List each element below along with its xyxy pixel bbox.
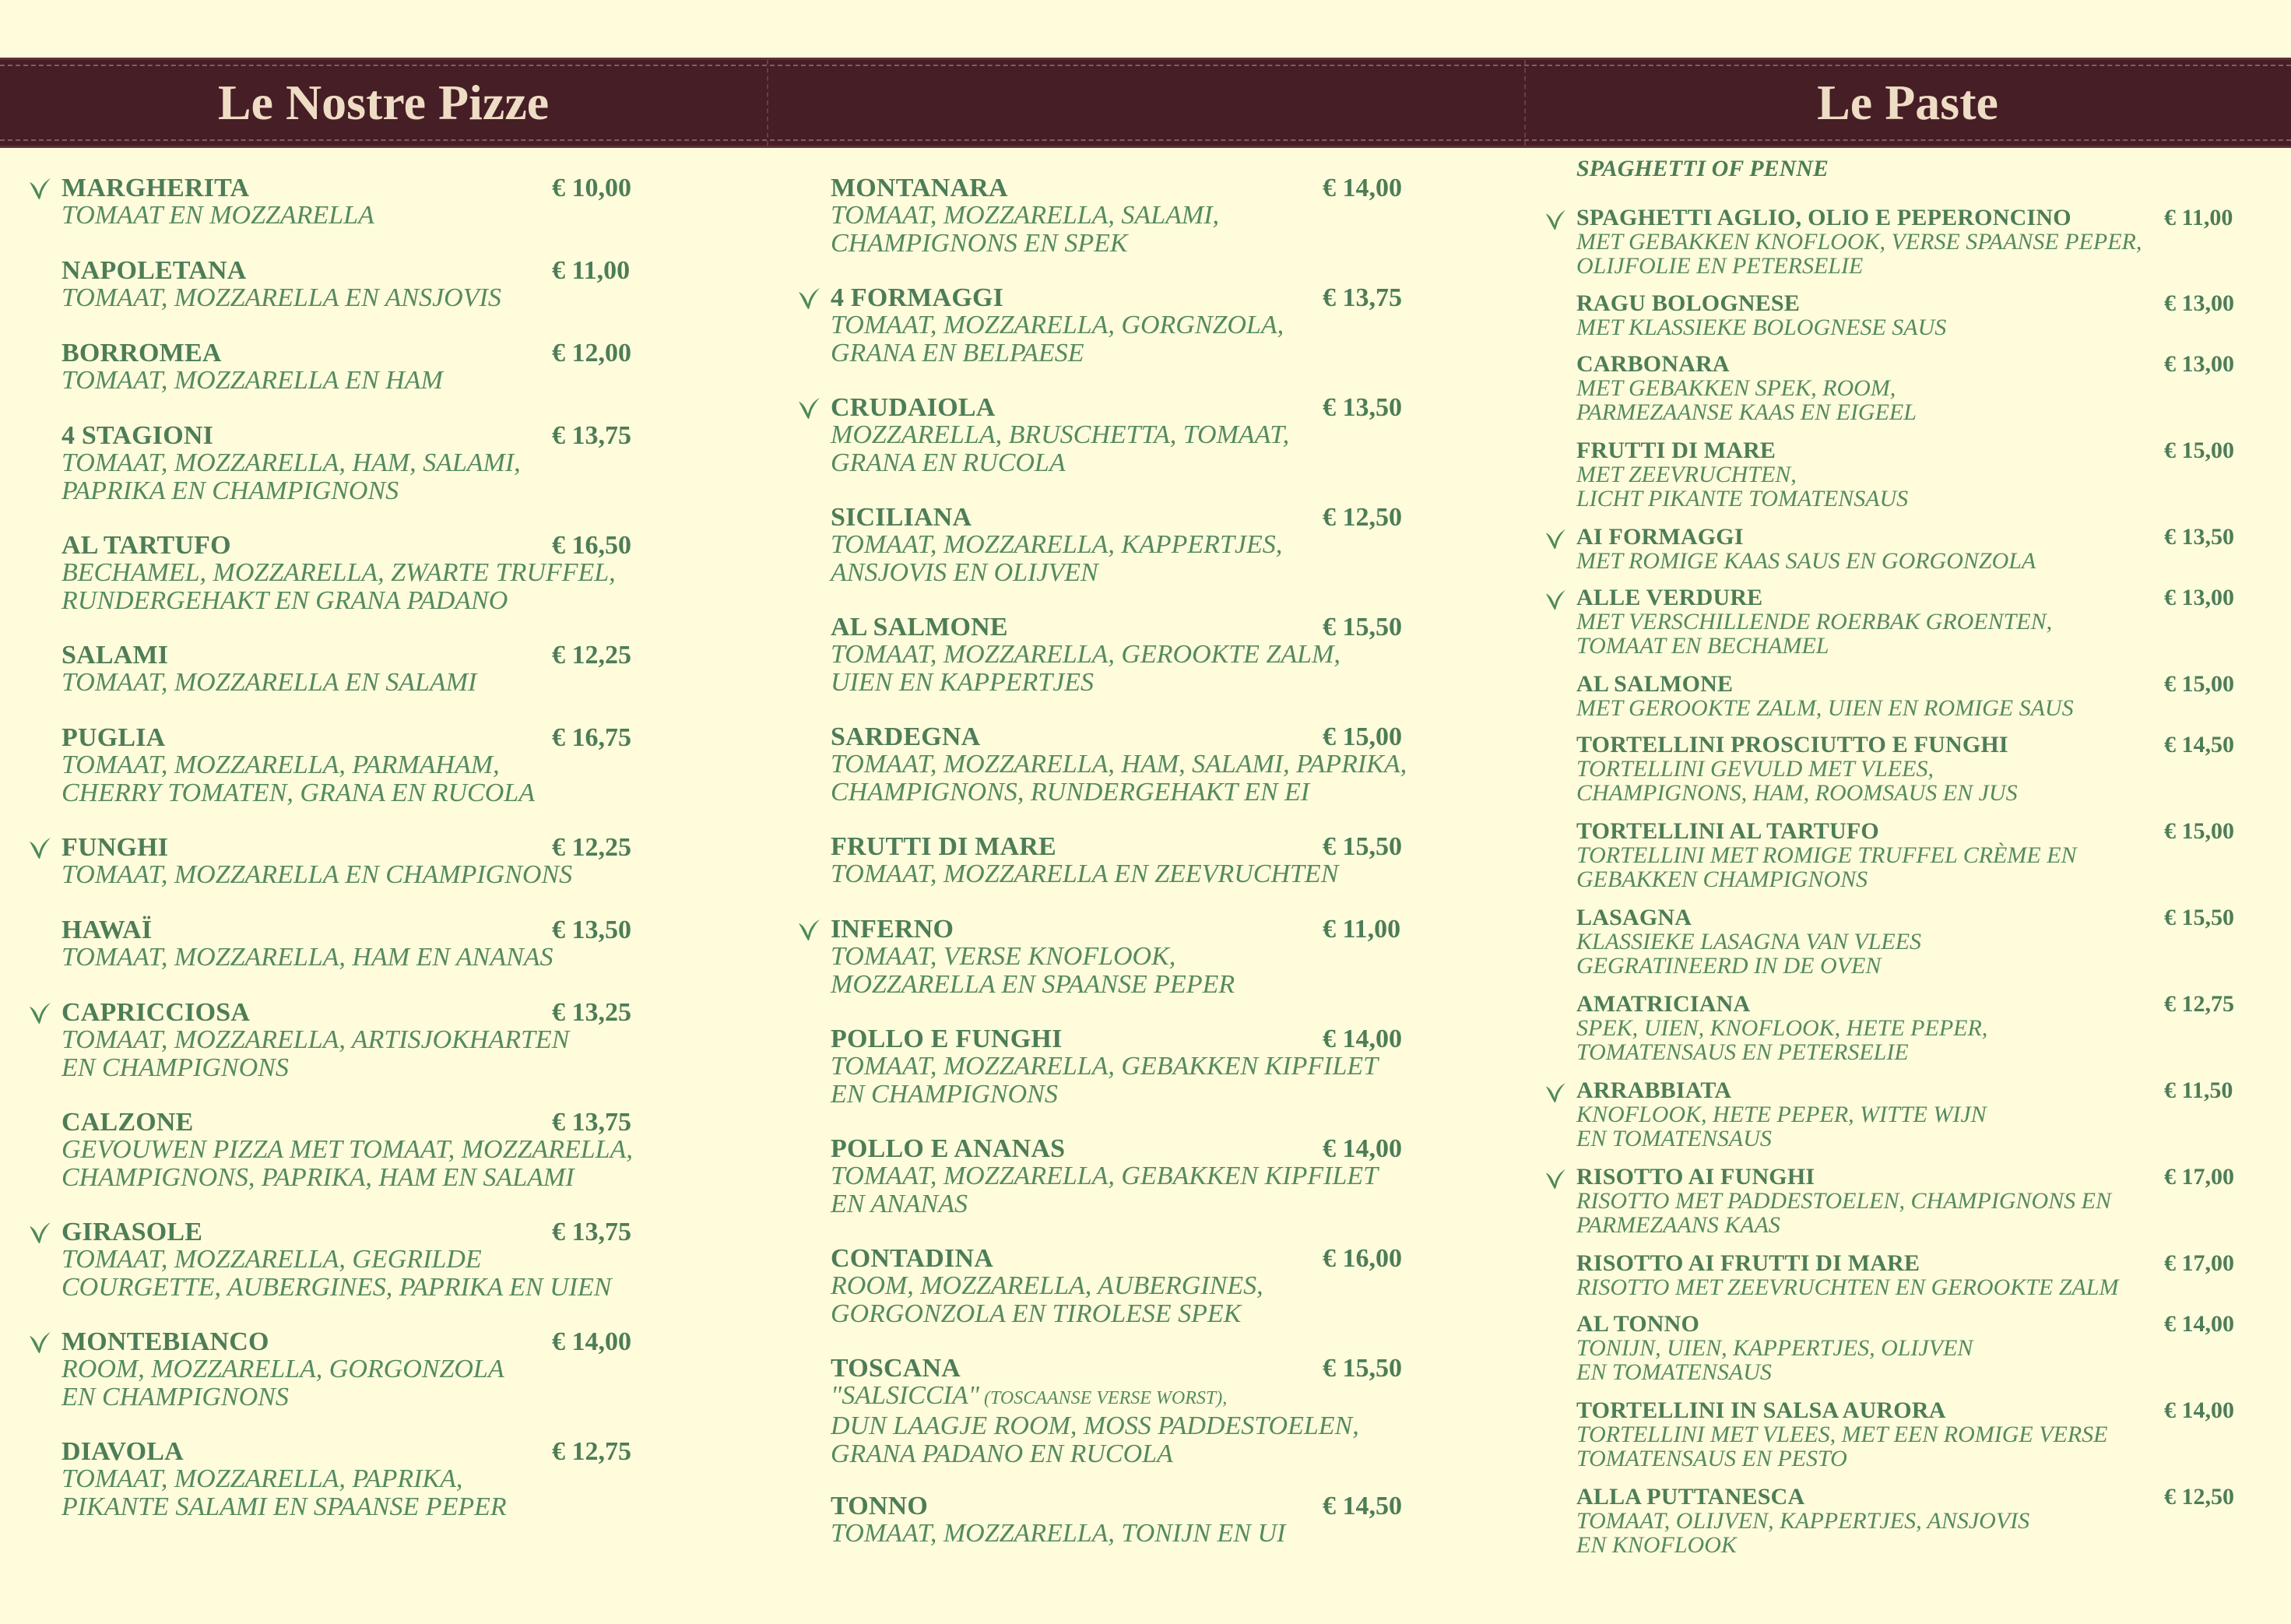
item-price: € 15,00: [1323, 722, 1402, 751]
item-name: ARRABBIATA: [1576, 1077, 1732, 1103]
item-name: MONTANARA: [831, 174, 1008, 202]
item-description-quote: "SALSICCIA": [831, 1381, 980, 1410]
item-name: TONNO: [831, 1492, 929, 1520]
item-name: AMATRICIANA: [1576, 991, 1751, 1017]
item-description: MET GEBAKKEN SPEK, ROOM, PARMEZAANSE KAAS EN EIGEEL: [1576, 375, 1917, 425]
header-divider: [767, 60, 768, 146]
item-description: TOMAAT, MOZZARELLA, HAM, SALAMI, PAPRIKA, CHAMPIGNONS, RUNDERGEHAKT EN EI: [831, 750, 1407, 807]
item-price: € 13,75: [1323, 283, 1402, 312]
item-name: POLLO E ANANAS: [831, 1134, 1066, 1163]
item-description: RISOTTO MET PADDESTOELEN, CHAMPIGNONS EN PARMEZAANS KAAS: [1576, 1188, 2112, 1238]
item-description: TOMAAT, MOZZARELLA, KAPPERTJES, ANSJOVIS EN OLIJVEN: [831, 530, 1283, 587]
item-price: € 12,75: [2164, 991, 2234, 1017]
item-name: SICILIANA: [831, 503, 972, 532]
item-description: TOMAAT, MOZZARELLA, SALAMI, CHAMPIGNONS EN SPEK: [831, 201, 1220, 258]
item-price: € 16,00: [1323, 1244, 1402, 1273]
item-name: BORROMEA: [61, 339, 222, 367]
item-description: TORTELLINI MET VLEES, MET EEN ROMIGE VERSE TOMATENSAUS EN PESTO: [1576, 1422, 2108, 1471]
item-description: TORTELLINI MET ROMIGE TRUFFEL CRÈME EN GEBAKKEN CHAMPIGNONS: [1576, 842, 2077, 892]
item-name: AL SALMONE: [831, 613, 1008, 642]
item-price: € 13,50: [552, 916, 631, 944]
item-name: TORTELLINI PROSCIUTTO E FUNGHI: [1576, 732, 2008, 758]
item-name: ALLA PUTTANESCA: [1576, 1484, 1805, 1510]
item-name: 4 FORMAGGI: [831, 283, 1004, 312]
item-price: € 16,75: [552, 723, 631, 752]
leaf-icon: [1544, 588, 1567, 611]
item-description: TOMAAT, MOZZARELLA, PARMAHAM, CHERRY TOMATEN, GRANA EN RUCOLA: [61, 750, 535, 807]
item-price: € 15,00: [2164, 671, 2234, 697]
leaf-icon: [796, 286, 821, 311]
leaf-icon: [27, 1000, 52, 1025]
item-description-note: (TOSCAANSE VERSE WORST),: [979, 1388, 1228, 1408]
item-name: SPAGHETTI AGLIO, OLIO E PEPERONCINO: [1576, 205, 2071, 230]
item-name: FRUTTI DI MARE: [1576, 438, 1776, 463]
pasta-section-title: Le Paste: [1817, 75, 1998, 130]
item-description: TOMAAT, MOZZARELLA, PAPRIKA, PIKANTE SALAMI EN SPAANSE PEPER: [61, 1464, 507, 1521]
item-price: € 11,00: [1323, 915, 1401, 944]
leaf-icon: [1544, 1167, 1567, 1190]
item-name: RISOTTO AI FUNGHI: [1576, 1164, 1815, 1190]
pasta-subtitle: SPAGHETTI OF PENNE: [1576, 156, 1829, 181]
item-name: SARDEGNA: [831, 722, 981, 751]
item-price: € 14,00: [552, 1327, 631, 1356]
item-name: CAPRICCIOSA: [61, 998, 251, 1027]
item-name: AI FORMAGGI: [1576, 524, 1744, 550]
item-description: BECHAMEL, MOZZARELLA, ZWARTE TRUFFEL, RUNDERGEHAKT EN GRANA PADANO: [61, 558, 616, 615]
item-description: SPEK, UIEN, KNOFLOOK, HETE PEPER, TOMATENSAUS EN PETERSELIE: [1576, 1015, 1988, 1065]
item-description: TOMAAT, MOZZARELLA EN SALAMI: [61, 668, 477, 697]
item-name: INFERNO: [831, 915, 954, 944]
item-description: TOMAAT, VERSE KNOFLOOK, MOZZARELLA EN SPAANSE PEPER: [831, 942, 1235, 999]
item-price: € 12,50: [1323, 503, 1402, 532]
item-name: RISOTTO AI FRUTTI DI MARE: [1576, 1250, 1920, 1276]
item-price: € 17,00: [2164, 1164, 2234, 1190]
item-price: € 12,75: [552, 1437, 631, 1466]
leaf-icon: [27, 176, 52, 201]
item-name: LASAGNA: [1576, 905, 1692, 930]
header-band: [0, 58, 2291, 148]
item-name: PUGLIA: [61, 723, 166, 752]
item-description: ROOM, MOZZARELLA, GORGONZOLA EN CHAMPIGNONS: [61, 1355, 504, 1411]
item-description: MET GEBAKKEN KNOFLOOK, VERSE SPAANSE PEPER, OLIJFOLIE EN PETERSELIE: [1576, 229, 2142, 279]
leaf-icon: [796, 395, 821, 420]
item-price: € 11,00: [2164, 205, 2233, 230]
item-name: SALAMI: [61, 641, 169, 670]
item-price: € 14,00: [1323, 1134, 1402, 1163]
leaf-icon: [1544, 1081, 1567, 1104]
item-price: € 13,00: [2164, 290, 2234, 316]
item-price: € 10,00: [552, 174, 631, 202]
item-price: € 15,50: [1323, 832, 1402, 861]
item-price: € 15,00: [2164, 818, 2234, 844]
item-price: € 12,00: [552, 339, 631, 367]
item-description: TOMAAT, MOZZARELLA, ARTISJOKHARTEN EN CHAMPIGNONS: [61, 1025, 570, 1082]
item-price: € 13,25: [552, 998, 631, 1027]
item-price: € 13,50: [2164, 524, 2234, 550]
item-name: AL SALMONE: [1576, 671, 1734, 697]
item-name: TORTELLINI IN SALSA AURORA: [1576, 1397, 1946, 1423]
item-price: € 11,00: [552, 256, 631, 285]
item-description: TOMAAT, MOZZARELLA EN CHAMPIGNONS: [61, 860, 573, 889]
item-price: € 14,50: [2164, 732, 2234, 758]
item-description: TONIJN, UIEN, KAPPERTJES, OLIJVEN EN TOMATENSAUS: [1576, 1335, 1973, 1385]
item-description: TOMAAT, MOZZARELLA, TONIJN EN UI: [831, 1519, 1286, 1548]
item-name: TORTELLINI AL TARTUFO: [1576, 818, 1879, 844]
item-name: TOSCANA: [831, 1354, 961, 1383]
item-description: TORTELLINI GEVULD MET VLEES, CHAMPIGNONS, HAM, ROOMSAUS EN JUS: [1576, 756, 2018, 806]
item-name: POLLO E FUNGHI: [831, 1025, 1063, 1053]
item-price: € 13,75: [552, 1108, 631, 1137]
item-price: € 14,00: [2164, 1311, 2234, 1337]
leaf-icon: [1544, 527, 1567, 550]
item-price: € 13,00: [2164, 585, 2234, 610]
item-price: € 14,00: [1323, 174, 1402, 202]
header-stitch-top: [0, 65, 2291, 66]
item-description: TOMAAT, MOZZARELLA, GEBAKKEN KIPFILET EN CHAMPIGNONS: [831, 1052, 1379, 1109]
item-description: TOMAAT, MOZZARELLA EN HAM: [61, 366, 443, 395]
item-price: € 12,25: [552, 641, 631, 670]
item-name: HAWAÏ: [61, 916, 153, 944]
item-price: € 16,50: [552, 531, 631, 560]
item-description: TOMAAT, MOZZARELLA, GEROOKTE ZALM, UIEN EN KAPPERTJES: [831, 640, 1341, 697]
item-price: € 15,00: [2164, 438, 2234, 463]
item-description: TOMAAT, MOZZARELLA, HAM, SALAMI, PAPRIKA EN CHAMPIGNONS: [61, 448, 521, 505]
item-name: AL TARTUFO: [61, 531, 231, 560]
item-description: TOMAAT, MOZZARELLA EN ZEEVRUCHTEN: [831, 859, 1339, 888]
item-description-text: DUN LAAGJE ROOM, MOSS PADDESTOELEN, GRANA PADANO EN RUCOLA: [831, 1411, 1359, 1468]
item-name: RAGU BOLOGNESE: [1576, 290, 1801, 316]
item-description: TOMAAT, MOZZARELLA, GEGRILDE COURGETTE, AUBERGINES, PAPRIKA EN UIEN: [61, 1245, 612, 1302]
leaf-icon: [27, 835, 52, 860]
item-description: RISOTTO MET ZEEVRUCHTEN EN GEROOKTE ZALM: [1576, 1274, 2119, 1300]
pizza-section-title: Le Nostre Pizze: [217, 75, 550, 130]
item-name: AL TONNO: [1576, 1311, 1700, 1337]
item-description: MET ZEEVRUCHTEN, LICHT PIKANTE TOMATENSAUS: [1576, 462, 1909, 511]
item-price: € 15,50: [2164, 905, 2234, 930]
leaf-icon: [1544, 208, 1567, 231]
item-price: € 13,75: [552, 421, 631, 450]
item-description: MET KLASSIEKE BOLOGNESE SAUS: [1576, 315, 1947, 340]
item-price: € 14,00: [1323, 1025, 1402, 1053]
item-description: ROOM, MOZZARELLA, AUBERGINES, GORGONZOLA EN TIROLESE SPEK: [831, 1271, 1263, 1328]
item-description: TOMAAT, MOZZARELLA, GORGNZOLA, GRANA EN BELPAESE: [831, 311, 1284, 367]
item-name: DIAVOLA: [61, 1437, 184, 1466]
item-description: MOZZARELLA, BRUSCHETTA, TOMAAT, GRANA EN RUCOLA: [831, 420, 1290, 477]
item-name: MONTEBIANCO: [61, 1327, 269, 1356]
item-description: MET GEROOKTE ZALM, UIEN EN ROMIGE SAUS: [1576, 695, 2074, 721]
item-description: TOMAAT, OLIJVEN, KAPPERTJES, ANSJOVIS EN KNOFLOOK: [1576, 1508, 2030, 1558]
item-name: ALLE VERDURE: [1576, 585, 1763, 610]
item-name: FRUTTI DI MARE: [831, 832, 1056, 861]
item-description: GEVOUWEN PIZZA MET TOMAAT, MOZZARELLA, CHAMPIGNONS, PAPRIKA, HAM EN SALAMI: [61, 1135, 633, 1192]
item-price: € 13,50: [1323, 393, 1402, 422]
item-description: TOMAAT, MOZZARELLA EN ANSJOVIS: [61, 283, 501, 312]
item-description: MET ROMIGE KAAS SAUS EN GORGONZOLA: [1576, 548, 2036, 574]
item-description: KNOFLOOK, HETE PEPER, WITTE WIJN EN TOMATENSAUS: [1576, 1102, 1987, 1151]
item-price: € 13,00: [2164, 351, 2234, 377]
item-name: CALZONE: [61, 1108, 194, 1137]
item-name: NAPOLETANA: [61, 256, 247, 285]
item-price: € 17,00: [2164, 1250, 2234, 1276]
header-stitch-bottom: [0, 139, 2291, 141]
item-description: TOMAAT, MOZZARELLA, GEBAKKEN KIPFILET EN ANANAS: [831, 1162, 1379, 1218]
item-name: 4 STAGIONI: [61, 421, 214, 450]
item-description: TOMAAT, MOZZARELLA, HAM EN ANANAS: [61, 943, 553, 972]
item-price: € 14,50: [1323, 1492, 1402, 1520]
item-description: [831, 1382, 1359, 1468]
item-description: MET VERSCHILLENDE ROERBAK GROENTEN, TOMAAT EN BECHAMEL: [1576, 609, 2053, 659]
item-price: € 11,50: [2164, 1077, 2233, 1103]
item-name: MARGHERITA: [61, 174, 250, 202]
item-price: € 15,50: [1323, 613, 1402, 642]
item-price: € 15,50: [1323, 1354, 1402, 1383]
item-price: € 12,25: [552, 833, 631, 862]
item-name: GIRASOLE: [61, 1218, 203, 1246]
leaf-icon: [27, 1330, 52, 1355]
item-name: CONTADINA: [831, 1244, 993, 1273]
item-name: CARBONARA: [1576, 351, 1730, 377]
item-price: € 13,75: [552, 1218, 631, 1246]
leaf-icon: [796, 917, 821, 942]
leaf-icon: [27, 1220, 52, 1245]
item-price: € 14,00: [2164, 1397, 2234, 1423]
item-description: TOMAAT EN MOZZARELLA: [61, 201, 374, 230]
item-name: FUNGHI: [61, 833, 169, 862]
item-name: CRUDAIOLA: [831, 393, 996, 422]
item-description: KLASSIEKE LASAGNA VAN VLEES GEGRATINEERD IN DE OVEN: [1576, 929, 1922, 979]
item-price: € 12,50: [2164, 1484, 2234, 1510]
